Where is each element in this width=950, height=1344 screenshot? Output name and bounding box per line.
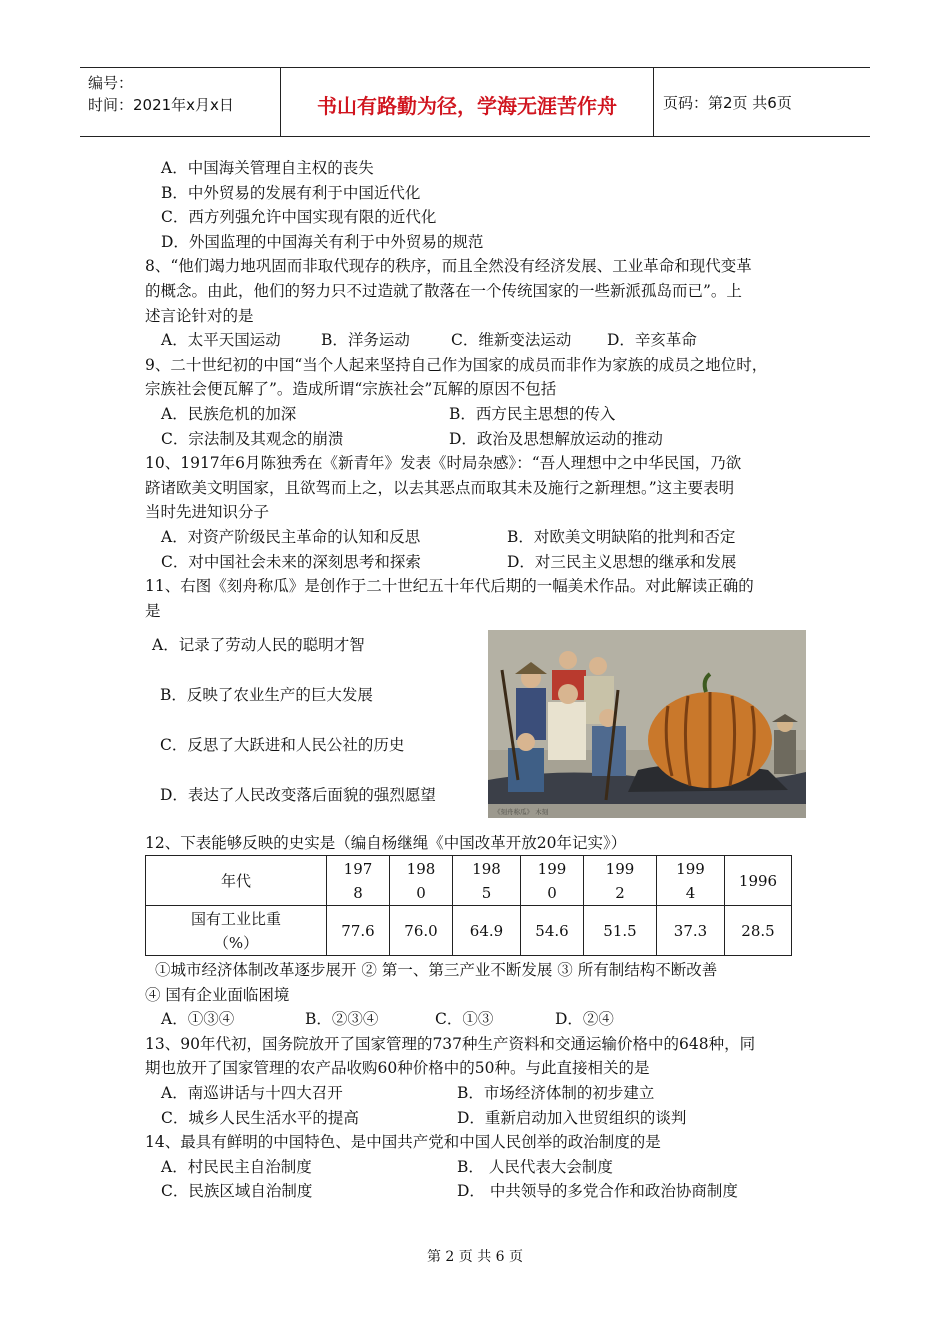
year-header-cell: 年代 (146, 856, 327, 906)
q8-option-d: D．辛亥革命 (607, 331, 697, 350)
q10-stem-line: 跻诸欧美文明国家，且欲驾而上之，以去其恶点而取其未及施行之新理想。”这主要表明 (145, 478, 735, 497)
q12-stem (145, 831, 817, 856)
page-header (80, 67, 870, 137)
q9-stem-line: 9、二十世纪初的中国“当个人起来坚持自己作为国家的成员而非作为家族的成员之地位时， (145, 355, 768, 374)
q12-options (145, 1007, 817, 1032)
woodcut-illustration (488, 630, 806, 818)
header-right-cell (653, 68, 870, 136)
q8-stem-line: 述言论针对的是 (145, 306, 254, 325)
q14-stem: 14、最具有鲜明的中国特色、是中国共产党和中国人民创举的政治制度的是 (145, 1133, 661, 1152)
woodcut-artwork (488, 630, 806, 818)
q7-option-c: C．西方列强允许中国实现有限的近代化 (161, 208, 437, 227)
question-body (145, 156, 817, 623)
year-cell: 199 4 (657, 856, 725, 906)
q11-stem-line: 是 (145, 601, 161, 620)
q12-option-a: A．①③④ (161, 1010, 235, 1029)
q13-option-a: A．南巡讲话与十四大召开 (161, 1083, 343, 1102)
q7-option-b: B．中外贸易的发展有利于中国近代化 (161, 183, 421, 202)
value-cell: 76.0 (390, 906, 453, 956)
motto: 书山有路勤为径，学海无涯苦作舟 (317, 94, 617, 118)
woodcut-caption: 《刻舟称瓜》 木刻 (494, 808, 549, 816)
q11-option-d: D．表达了人民改变落后面貌的强烈愿望 (160, 786, 436, 804)
q14-option-c: C．民族区域自治制度 (161, 1182, 313, 1201)
value-cell: 51.5 (584, 906, 657, 956)
q8-stem-line: 的概念。由此，他们的努力只不过造就了散落在一个传统国家的一些新派孤岛而已”。上 (145, 281, 742, 300)
number-label: 编号： (88, 74, 134, 92)
q10-option-d: D．对三民主义思想的继承和发展 (507, 552, 737, 571)
table-row (146, 906, 792, 956)
q9-options-row (145, 427, 817, 452)
header-middle-cell (280, 68, 654, 136)
q12-option-d: D．②④ (555, 1010, 614, 1029)
q13-options-row (145, 1081, 817, 1106)
q13-option-d: D．重新启动加入世贸组织的谈判 (457, 1108, 687, 1127)
q14-option-b: B． 人民代表大会制度 (457, 1157, 613, 1176)
value-cell: 37.3 (657, 906, 725, 956)
q13-option-b: B．市场经济体制的初步建立 (457, 1083, 655, 1102)
questions-lower (145, 958, 817, 1204)
q10-stem-line: 10、1917年6月陈独秀在《新青年》发表《时局杂感》：“吾人理想中之中华民国，乃欲 (145, 454, 742, 473)
q9-option-c: C．宗法制及其观念的崩溃 (161, 429, 344, 448)
year-cell: 199 0 (521, 856, 584, 906)
value-cell: 28.5 (725, 906, 792, 956)
q7-option-d: D．外国监理的中国海关有利于中外贸易的规范 (161, 232, 484, 251)
year-cell: 1996 (725, 856, 792, 906)
q9-stem-line: 宗族社会便瓦解了”。造成所谓“宗族社会”瓦解的原因不包括 (145, 380, 557, 399)
q14-options-row (145, 1155, 817, 1180)
year-cell: 198 5 (453, 856, 521, 906)
q10-options-row (145, 525, 817, 550)
value-cell: 77.6 (327, 906, 390, 956)
value-cell: 54.6 (521, 906, 584, 956)
table-header-row (146, 856, 792, 906)
value-cell: 64.9 (453, 906, 521, 956)
q11-option-b: B．反映了农业生产的巨大发展 (160, 686, 373, 704)
q12-statements: ①城市经济体制改革逐步展开 ② 第一、第三产业不断发展 ③ 所有制结构不断改善 (155, 961, 718, 979)
q10-option-a: A．对资产阶级民主革命的认知和反思 (161, 527, 421, 546)
q9-option-b: B．西方民主思想的传入 (449, 404, 616, 423)
page-label: 页码：第2页 共6页 (663, 94, 792, 112)
q8-option-a: A．太平天国运动 (161, 331, 281, 350)
header-left-cell (80, 68, 280, 136)
q13-option-c: C．城乡人民生活水平的提高 (161, 1108, 359, 1127)
q13-stem-line: 期也放开了国家管理的农产品收购60种价格中的50种。与此直接相关的是 (145, 1059, 650, 1078)
q7-option-a: A．中国海关管理自主权的丧失 (161, 159, 374, 177)
q9-options-row (145, 402, 817, 427)
q8-options (145, 328, 817, 353)
q8-option-b: B．洋务运动 (321, 331, 410, 350)
q14-option-a: A．村民民主自治制度 (161, 1157, 312, 1176)
q11-stem-line: 11、右图《刻舟称瓜》是创作于二十世纪五十年代后期的一幅美术作品。对此解读正确的 (145, 577, 754, 596)
row-label-cell: 国有工业比重 （%） (146, 906, 327, 956)
q10-option-c: C．对中国社会未来的深刻思考和探索 (161, 552, 421, 571)
q13-stem-line: 13、90年代初，国务院放开了国家管理的737种生产资料和交通运输价格中的648种，同 (145, 1034, 756, 1053)
q9-option-a: A．民族危机的加深 (161, 404, 297, 423)
q14-option-d: D． 中共领导的多党合作和政治协商制度 (457, 1182, 738, 1201)
q14-options-row (145, 1179, 817, 1204)
q8-stem-line: 8、“他们竭力地巩固而非取代现存的秩序，而且全然没有经济发展、工业革命和现代变革 (145, 257, 752, 276)
q10-stem-line: 当时先进知识分子 (145, 503, 270, 522)
q8-option-c: C．维新变法运动 (451, 331, 572, 350)
q12-statements: ④ 国有企业面临困境 (145, 985, 290, 1004)
year-cell: 198 0 (390, 856, 453, 906)
q13-options-row (145, 1106, 817, 1131)
q11-option-a: A．记录了劳动人民的聪明才智 (152, 636, 365, 654)
q11-option-c: C．反思了大跃进和人民公社的历史 (160, 736, 405, 754)
q10-option-b: B．对欧美文明缺陷的批判和否定 (507, 527, 736, 546)
page-footer: 第 2 页 共 6 页 (426, 1249, 524, 1265)
q12-table (145, 855, 792, 956)
q12-option-b: B．②③④ (305, 1010, 379, 1029)
q9-option-d: D．政治及思想解放运动的推动 (449, 429, 663, 448)
q12-option-c: C．①③ (435, 1010, 494, 1029)
date-label: 时间：2021年x月x日 (88, 96, 234, 114)
q12-stem-line: 12、下表能够反映的史实是（编自杨继绳《中国改革开放20年记实》） (145, 834, 627, 852)
q10-options-row (145, 550, 817, 575)
year-cell: 199 2 (584, 856, 657, 906)
year-cell: 197 8 (327, 856, 390, 906)
